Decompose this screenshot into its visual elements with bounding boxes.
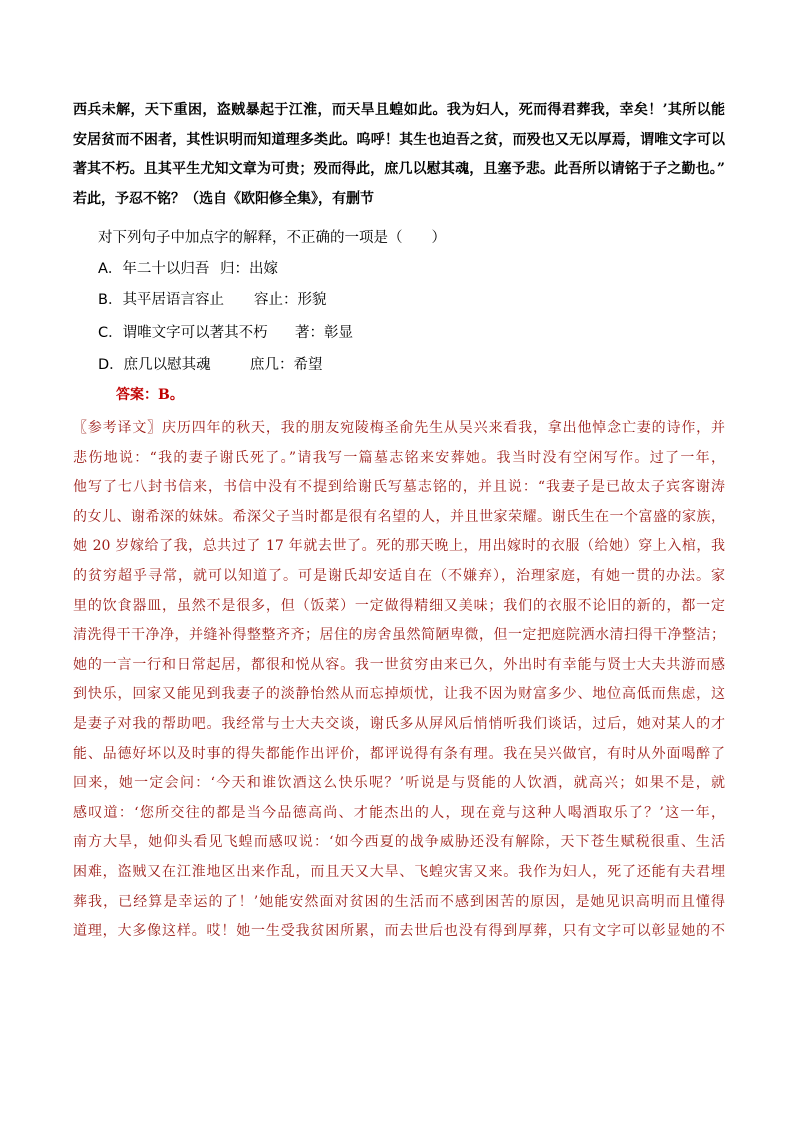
translation-line: 南方大旱，她仰头看见飞蝗而感叹说：‘如今西夏的战争威胁还没有解除，天下苍生赋税很重、生活	[73, 834, 725, 851]
option-gloss: 著：彰显	[295, 325, 353, 341]
option-label: C．谓唯文字可以著其不朽	[98, 325, 268, 341]
option-c	[98, 318, 353, 348]
option-gloss: 归：出嫁	[220, 261, 278, 277]
option-gloss: 庶几：希望	[250, 357, 323, 373]
translation-line: 〖参考译文〗庆历四年的秋天，我的朋友宛陵梅圣俞先生从吴兴来看我，拿出他悼念亡妻的诗作，并	[73, 420, 725, 436]
translation-line: 困难，盗贼又在江淮地区出来作乱，而且天又大旱、飞蝗灾害又来。我作为妇人，死了还能有夫君埋	[73, 863, 725, 880]
translation-line: 能、品德好坏以及时事的得失都能作出评价，都评说得有条有理。我在吴兴做官，有时从外面喝醉了	[73, 745, 725, 762]
option-label: D．庶几以慰其魂	[98, 357, 211, 373]
answer: 答案：B。	[116, 387, 184, 403]
translation-line: 清洗得干干净净，并缝补得整整齐齐；居住的房舍虽然简陋卑微，但一定把庭院洒水清扫得干净整洁；	[73, 627, 725, 644]
passage-line: 著其不朽。且其平生尤知文章为可贵；殁而得此，庶几以慰其魂，且塞予悲。此吾所以请铭于子之勤也。”	[73, 161, 725, 177]
passage-line: 若此，予忍不铭？（选自《欧阳修全集》，有删节	[73, 190, 374, 207]
translation-line: 里的饮食器皿，虽然不是很多，但（饭菜）一定做得精细又美味；我们的衣服不论旧的新的，都一定	[73, 597, 725, 614]
translation-line: 他写了七八封书信来，书信中没有不提到给谢氏写墓志铭的，并且说：“我妻子是已故太子宾客谢涛	[73, 479, 725, 496]
translation-line: 悲伤地说：“我的妻子谢氏死了。”请我写一篇墓志铭来安葬她。我当时没有空闲写作。过了一年，	[73, 449, 725, 466]
translation	[73, 414, 725, 947]
translation-line: 感叹道：‘您所交往的都是当今品德高尚、才能杰出的人，现在竟与这种人喝酒取乐了？’这一年，	[73, 804, 725, 821]
translation-line: 道理，大多像这样。哎！她一生受我贫困所累，而去世后也没有得到厚葬，只有文字可以彰显她的不	[73, 923, 725, 940]
option-b	[98, 285, 327, 315]
passage-line: 西兵未解，天下重困，盗贼暴起于江淮，而天旱且蝗如此。我为妇人，死而得君葬我，幸矣！’其所以能	[73, 102, 725, 118]
option-label: B．其平居语言容止	[98, 292, 224, 308]
translation-line: 是妻子对我的帮助吧。我经常与士大夫交谈，谢氏多从屏风后悄悄听我们谈话，过后，她对某人的才	[73, 715, 725, 732]
question-stem: 对下列句子中加点字的解释，不正确的一项是（ ）	[98, 230, 446, 246]
translation-line: 的女儿、谢希深的妹妹。希深父子当时都是很有名望的人，并且世家荣耀。谢氏生在一个富盛的家族，	[73, 508, 725, 525]
option-d	[98, 350, 323, 380]
translation-line: 她的一言一行和日常起居，都很和悦从容。我一世贫穷由来已久，外出时有幸能与贤士大夫共游而感	[73, 656, 725, 673]
passage	[73, 96, 725, 214]
option-a	[98, 254, 278, 284]
passage-line: 安居贫而不困者，其性识明而知道理多类此。呜呼！其生也迫吾之贫，而殁也又无以厚焉，谓唯文字可以	[73, 131, 725, 148]
option-label: A．年二十以归吾	[98, 261, 210, 277]
translation-line: 的贫穷超乎寻常，就可以知道了。可是谢氏却安适自在（不嫌弃），治理家庭，有她一贯的办法。家	[73, 567, 725, 584]
translation-line: 到快乐，回家又能见到我妻子的淡静怡然从而忘掉烦忧，让我不因为财富多少、地位高低而焦虑，这	[73, 686, 725, 703]
translation-line: 葬我，已经算是幸运的了！’她能安然面对贫困的生活而不感到困苦的原因，是她见识高明而且懂得	[73, 893, 725, 910]
translation-line: 她 20 岁嫁给了我，总共过了 17 年就去世了。死的那天晚上，用出嫁时的衣服（给她）穿上入棺，我	[73, 538, 725, 555]
option-gloss: 容止：形貌	[254, 292, 327, 308]
translation-line: 回来，她一定会问：‘今天和谁饮酒这么快乐呢？’听说是与贤能的人饮酒，就高兴；如果不是，就	[73, 775, 725, 792]
